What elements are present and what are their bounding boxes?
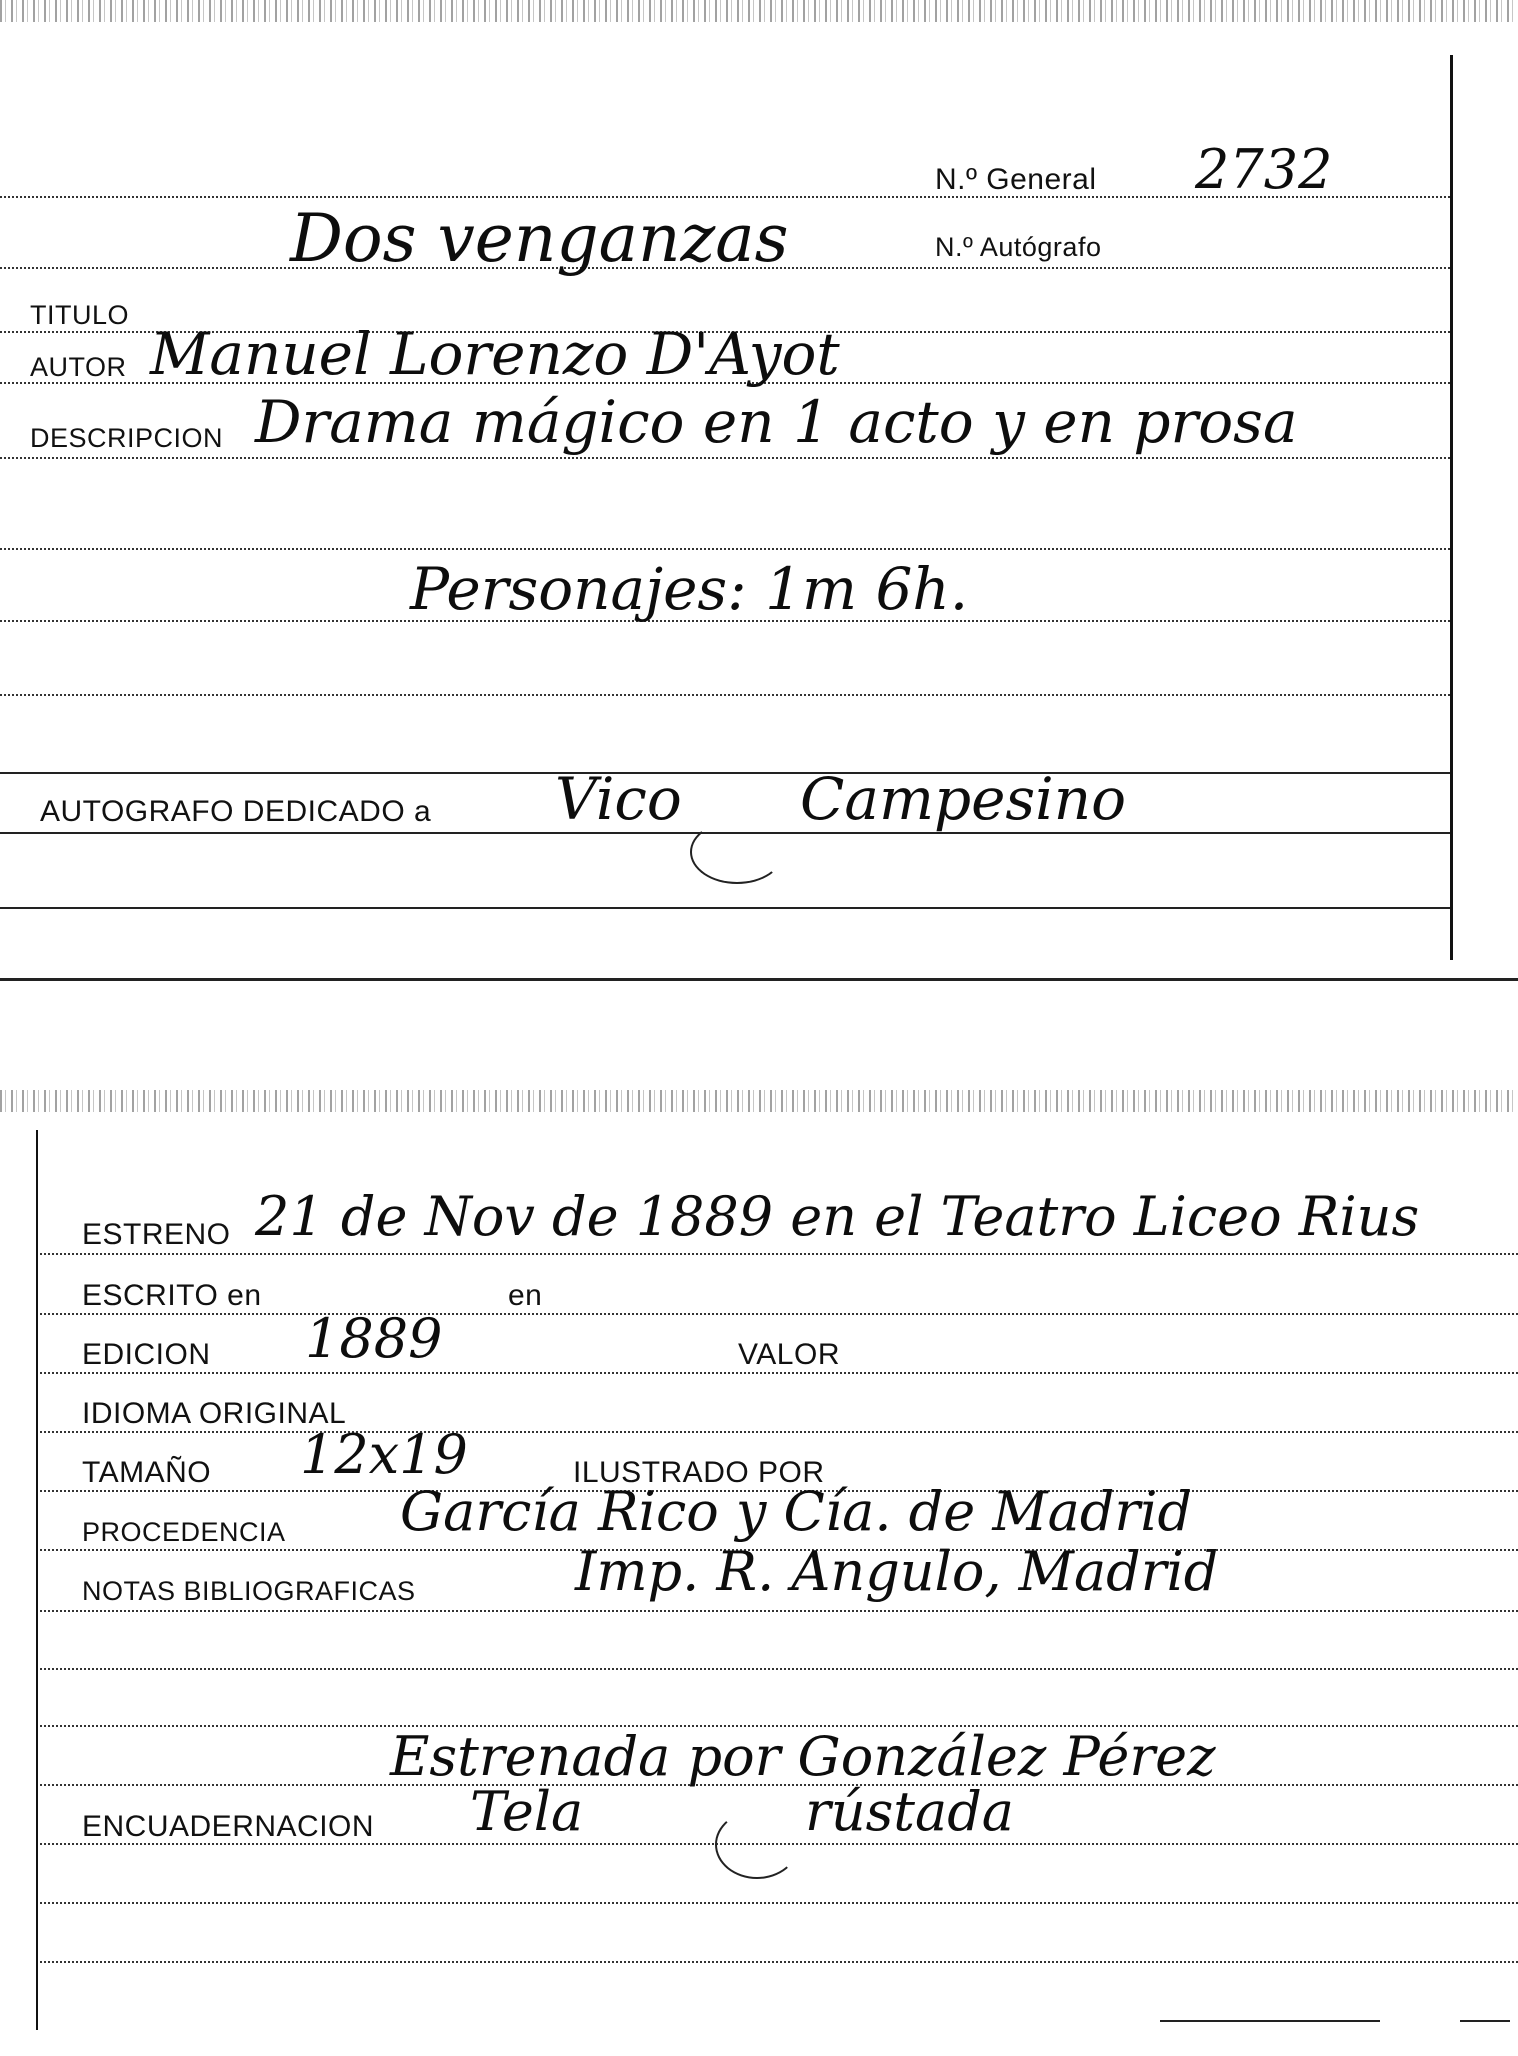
scan-noise-top: [0, 0, 1518, 22]
catalog-card-back: [0, 1085, 1518, 2056]
rule: [40, 1902, 1518, 1904]
encuadernacion-label: ENCUADERNACION: [82, 1810, 375, 1843]
escrito-label-second: en: [508, 1279, 543, 1312]
rule-solid: [0, 907, 1450, 909]
card-right-edge: [1450, 55, 1453, 960]
idioma-original-label: IDIOMA ORIGINAL: [82, 1397, 347, 1430]
scan-noise-bottom: [0, 1090, 1518, 1112]
valor-label: VALOR: [738, 1338, 840, 1371]
escrito-label: ESCRITO en: [82, 1279, 262, 1312]
autografo-number-label: N.º Autógrafo: [935, 232, 1102, 262]
catalog-card-front: [0, 0, 1518, 980]
handwritten-title: Dos venganzas: [290, 200, 789, 277]
card-bottom-edge: [0, 978, 1518, 981]
ink-blot-mark: [715, 1810, 799, 1879]
rule: [0, 548, 1450, 550]
dedicado-value-second: Campesino: [800, 765, 1126, 833]
ilustrado-por-label: ILUSTRADO POR: [573, 1456, 825, 1489]
personajes-value: Personajes: 1m 6h.: [410, 555, 969, 623]
notas-bibliograficas-label: NOTAS BIBLIOGRAFICAS: [82, 1576, 416, 1606]
procedencia-value: García Rico y Cía. de Madrid: [400, 1480, 1193, 1543]
autor-label: AUTOR: [30, 352, 127, 382]
descripcion-value: Drama mágico en 1 acto y en prosa: [255, 388, 1298, 456]
notas-bibliograficas-value: Imp. R. Angulo, Madrid: [575, 1540, 1219, 1603]
encuadernacion-value-first: Tela: [470, 1780, 584, 1843]
rule: [0, 694, 1450, 696]
titulo-label: TITULO: [30, 300, 130, 330]
rule: [0, 457, 1450, 459]
autografo-dedicado-label: AUTOGRAFO DEDICADO a: [40, 795, 432, 828]
general-number-value: 2732: [1195, 138, 1333, 201]
rule-solid: [1160, 2020, 1380, 2022]
rule-solid: [0, 772, 1450, 774]
encuadernacion-value-second: rústada: [805, 1780, 1014, 1843]
rule: [40, 1610, 1518, 1612]
rule: [40, 1668, 1518, 1670]
procedencia-label: PROCEDENCIA: [82, 1517, 286, 1547]
rule: [40, 1961, 1518, 1963]
tamano-label: TAMAÑO: [82, 1456, 212, 1489]
rule: [40, 1372, 1518, 1374]
edicion-value: 1889: [305, 1307, 443, 1370]
edicion-label: EDICION: [82, 1338, 211, 1371]
estreno-label: ESTRENO: [82, 1218, 231, 1251]
rule: [40, 1313, 1518, 1315]
card-left-edge: [36, 1130, 38, 2030]
estrenada-note: Estrenada por González Pérez: [390, 1725, 1216, 1788]
estreno-value: 21 de Nov de 1889 en el Teatro Liceo Rius: [255, 1185, 1420, 1248]
descripcion-label: DESCRIPCION: [30, 423, 224, 453]
dedicado-value-first: Vico: [555, 765, 682, 833]
rule-solid: [1460, 2020, 1510, 2022]
tamano-value: 12x19: [300, 1423, 468, 1486]
autor-value: Manuel Lorenzo D'Ayot: [150, 320, 840, 388]
ink-blot-mark: [690, 820, 784, 884]
rule: [40, 1253, 1518, 1255]
rule: [40, 1431, 1518, 1433]
general-number-label: N.º General: [935, 163, 1097, 196]
